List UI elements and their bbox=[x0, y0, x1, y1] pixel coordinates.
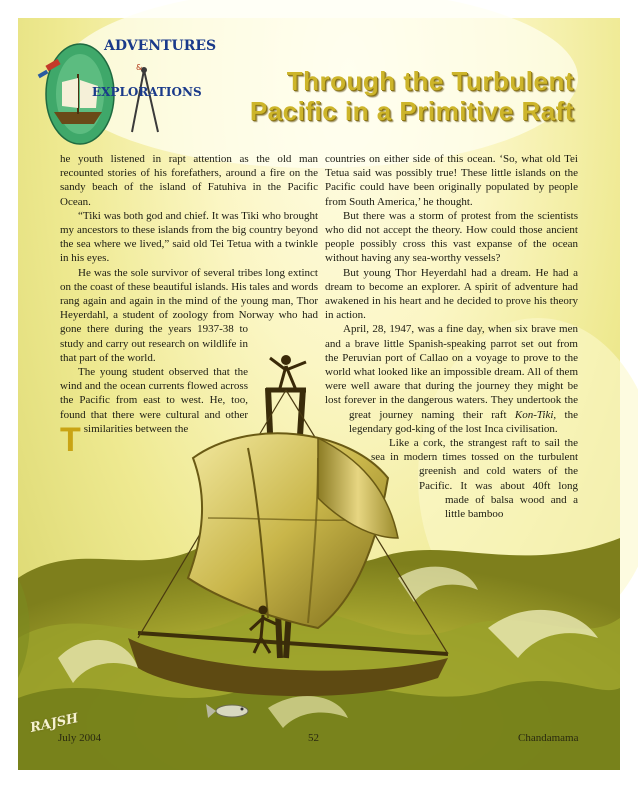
drop-cap: T bbox=[60, 421, 81, 459]
logo-amp-text: & bbox=[136, 63, 143, 72]
paragraph-2: “Tiki was both god and chief. It was Tiki who brought my ancestors to these islands from the big country beyond the sea where we lived,” said old Tei Tetua with a twinkle in his eyes. bbox=[60, 209, 318, 265]
logo-adventures-text: ADVENTURES bbox=[104, 38, 217, 54]
paragraph-6: But there was a storm of protest from the scientists who did not accept the theory. How could those ancient people possibly cross this vast expanse of the ocean without having any sea-worthy vessels? bbox=[325, 209, 578, 265]
raft-name: Kon-Tiki bbox=[514, 408, 554, 421]
paragraph-4: The young student observed that the wind and the ocean currents flowed across the Pacific from east to west. He, too, found that there were cultural and other similarities between the bbox=[60, 366, 248, 435]
paragraph-8-text-b: , the legendary god-king of the lost Inca civilisation. bbox=[349, 408, 578, 435]
paragraph-1: he youth listened in rapt attention as the old man recounted stories of his forefathers, around a fire on the sandy beach of the island of Fatuhiva in the Pacific Ocean. bbox=[60, 153, 318, 208]
paragraph-8-text-a: April, 28, 1947, was a fine day, when six brave men and a brave little Spanish-speaking parrot set out from the Peruvian port of Callao on a voyage to prove to the world what looked like an impossible dream. All of them were well aware that during the journey they might be lost forever in the dangerous waters. They undertook the great journey naming their raft bbox=[325, 323, 578, 421]
paragraph-7: But young Thor Heyerdahl had a dream. He had a dream to become an explorer. A spirit of adventure had awakened in his heart and he decided to prove his theory in action. bbox=[325, 266, 578, 322]
article-title bbox=[178, 66, 574, 126]
paragraph-5: countries on either side of this ocean. ‘So, what old Tei Tetua said was possibly true! These little islands on the Pacific could have been originally populated by people from South America,’ he thought. bbox=[325, 153, 578, 208]
title-line-2: Pacific in a Primitive Raft bbox=[249, 96, 574, 126]
title-line-1: Through the Turbulent bbox=[286, 66, 574, 96]
column-right bbox=[325, 152, 578, 636]
adventures-explorations-logo bbox=[32, 32, 217, 152]
logo-explorations-text: EXPLORATIONS bbox=[92, 85, 202, 99]
page bbox=[18, 18, 620, 770]
paragraph-3: He was the sole survivor of several tribes long extinct on the coast of these beautiful islands. His tales and words rang again and again in the mind of the young man, Thor Heyerdahl, a student of zoology from Norway who had gone there during the years 1937-38 to study and carry out research on wildlife in that part of the world. bbox=[60, 266, 318, 364]
paragraph-8 bbox=[325, 322, 578, 436]
artist-signature: RAJSH bbox=[28, 711, 80, 736]
footer-magazine-name: Chandamama bbox=[518, 732, 579, 744]
paragraph-9: Like a cork, the strangest raft to sail the sea in modern times tossed on the turbulent greenish and cold waters of the Pacific. It was about 40ft long made of balsa wood and a little bamboo bbox=[371, 437, 578, 521]
footer-page-number: 52 bbox=[308, 732, 319, 744]
column-left bbox=[60, 152, 318, 484]
footer-date: July 2004 bbox=[58, 732, 102, 744]
